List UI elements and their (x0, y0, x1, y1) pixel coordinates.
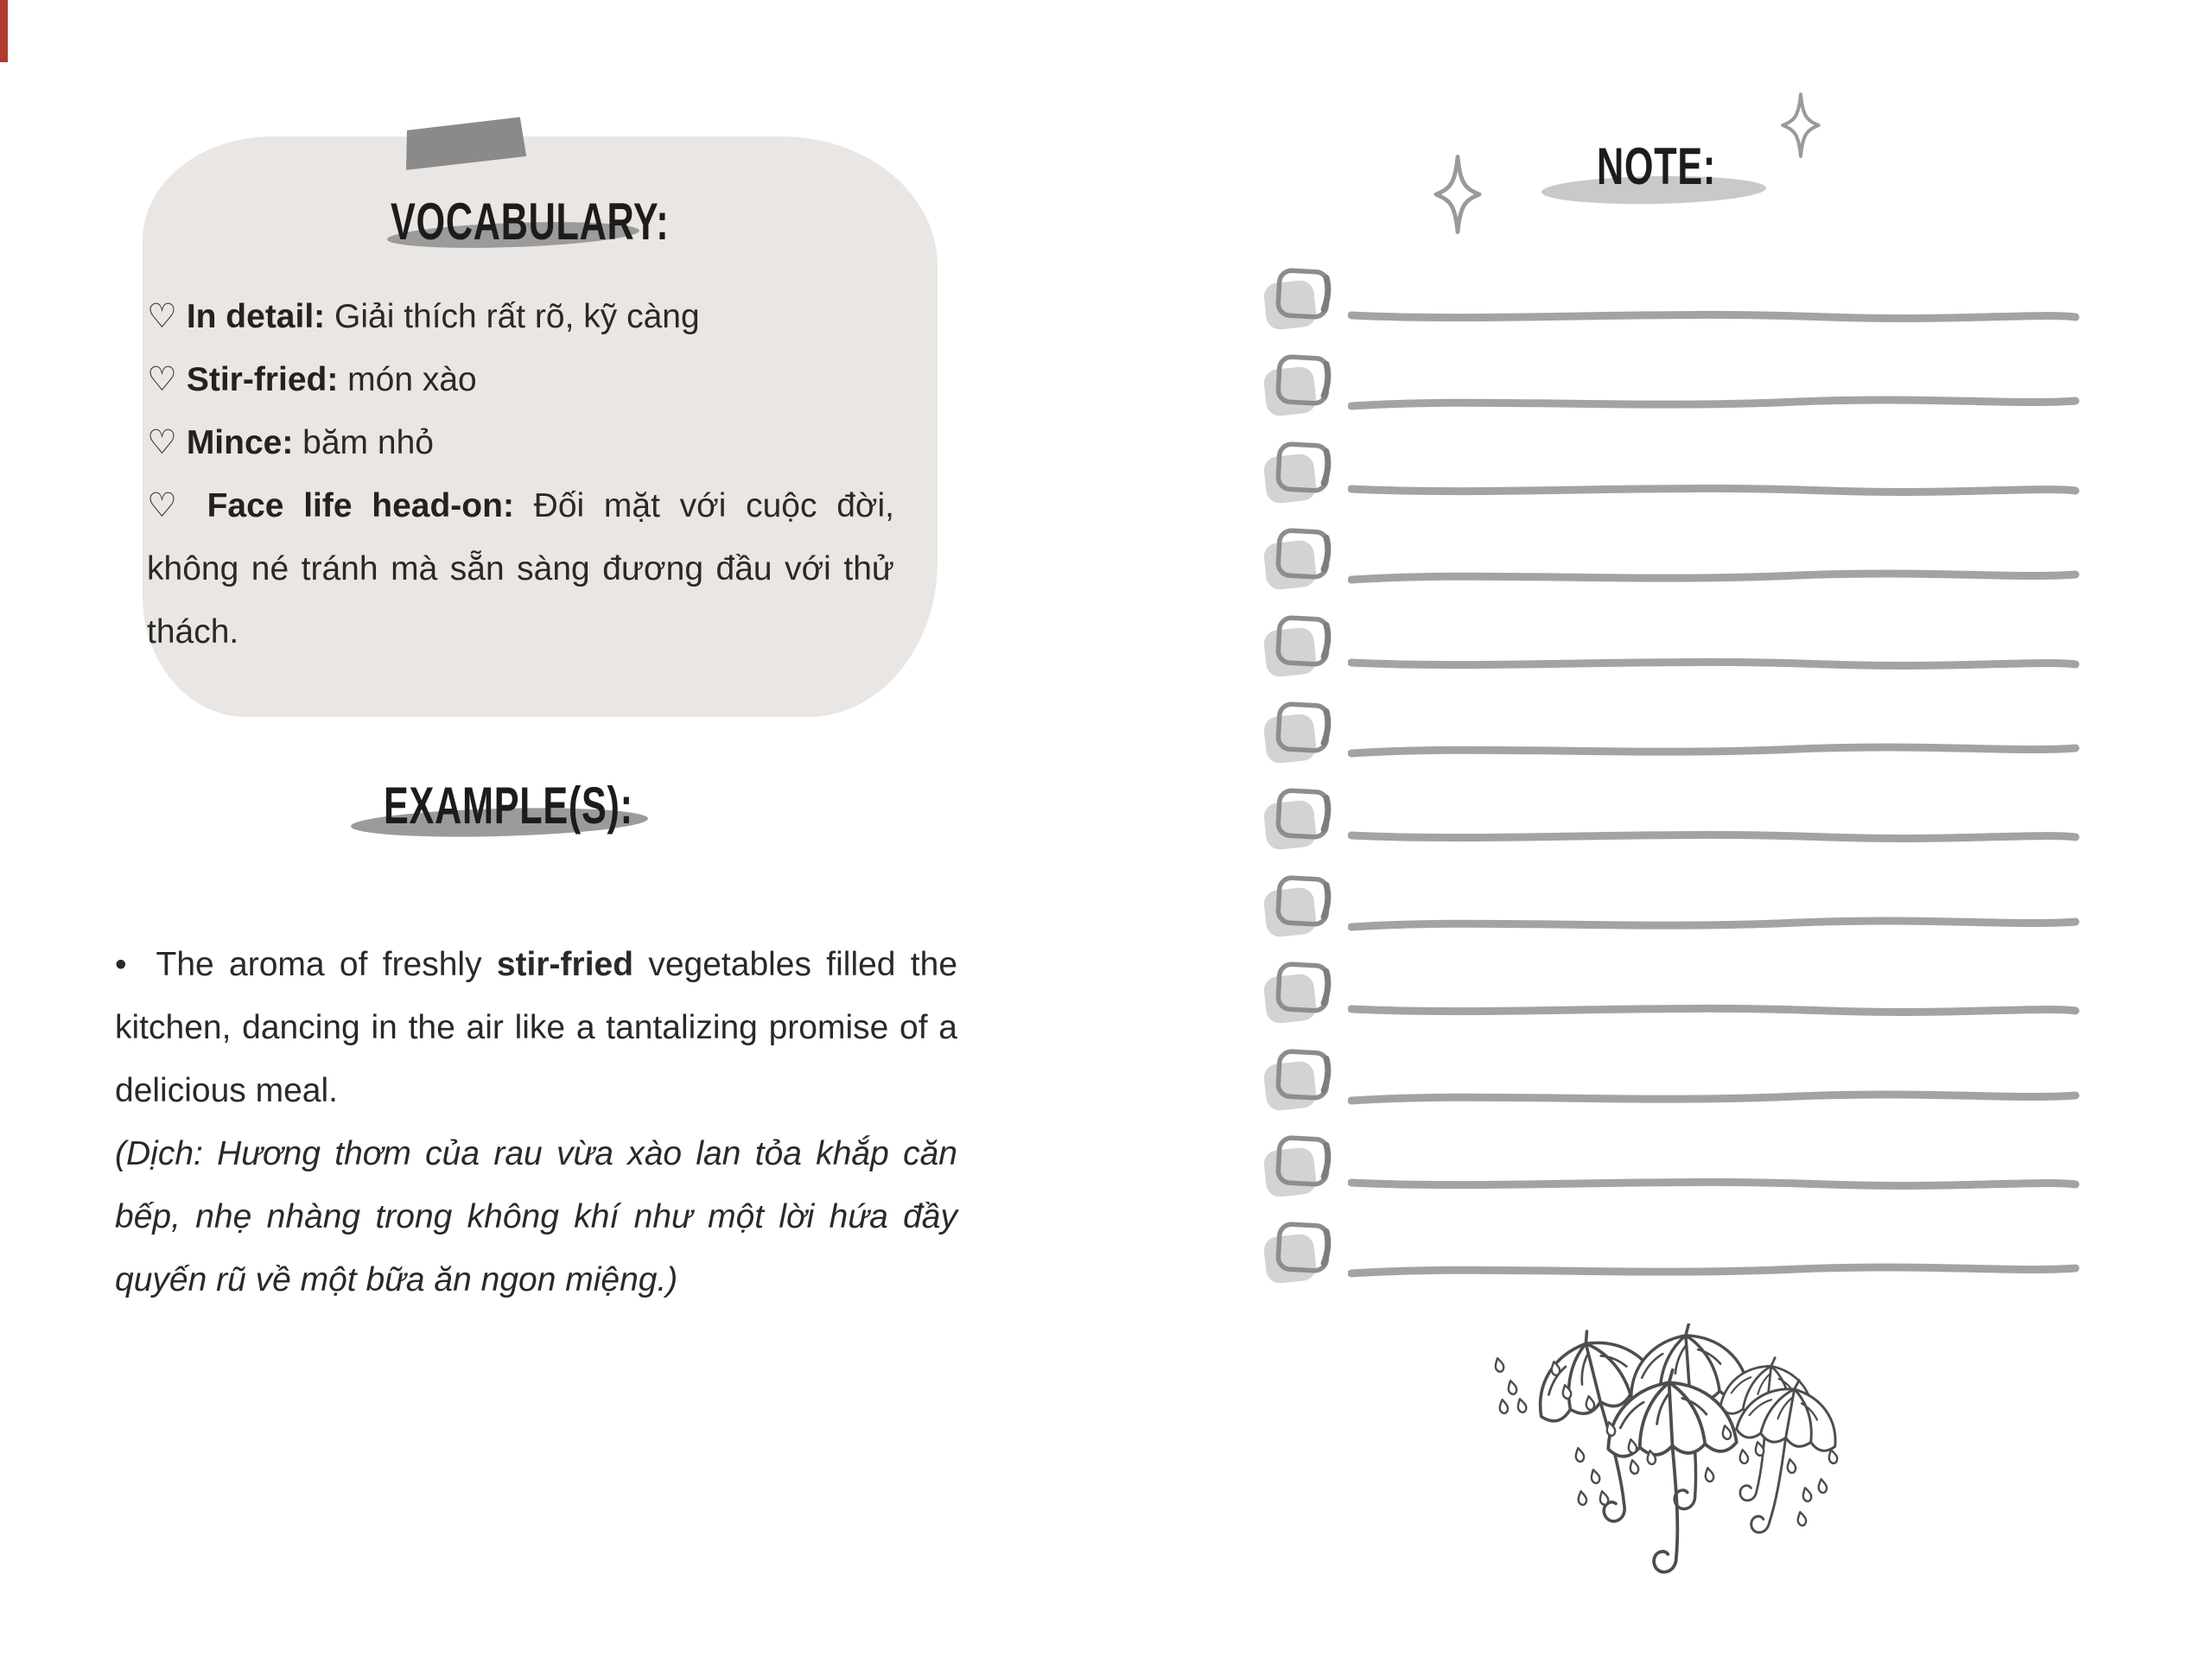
note-line (1348, 566, 2081, 588)
example-bold-term: stir-fried (496, 946, 634, 983)
vocab-item (147, 474, 894, 663)
note-row (1260, 1220, 2089, 1306)
sparkle-icon (1433, 152, 1483, 237)
example-text: The aroma of freshly (156, 946, 497, 983)
checkbox-doodle-icon (1260, 873, 1339, 946)
examples-title: EXAMPLE(S): (384, 777, 633, 835)
note-line (1348, 826, 2081, 848)
checkbox-doodle-icon (1260, 960, 1339, 1032)
note-lines-area (1260, 266, 2089, 1389)
vocab-item (147, 348, 894, 411)
red-page-edge (0, 0, 8, 62)
checkbox-doodle-icon (1260, 613, 1339, 686)
note-line (1348, 1087, 2081, 1109)
vocab-definition: món xào (347, 361, 477, 398)
note-line (1348, 653, 2081, 676)
note-row (1260, 700, 2089, 786)
example-sentence (115, 933, 957, 1122)
checkbox-doodle-icon (1260, 266, 1339, 339)
note-row (1260, 526, 2089, 613)
note-title: NOTE: (1597, 137, 1716, 195)
checkbox-doodle-icon (1260, 526, 1339, 599)
heart-outline-icon: ♡ (147, 297, 177, 336)
vocab-item (147, 285, 894, 348)
note-row (1260, 873, 2089, 960)
vocab-term: Mince: (186, 424, 294, 461)
vocab-definition: băm nhỏ (302, 424, 434, 461)
heart-outline-icon: ♡ (147, 486, 188, 525)
example-block (115, 933, 957, 1311)
note-line (1348, 913, 2081, 936)
note-line (1348, 1000, 2081, 1022)
checkbox-doodle-icon (1260, 700, 1339, 772)
note-row (1260, 786, 2089, 873)
bullet-icon: • (115, 946, 127, 983)
note-row (1260, 613, 2089, 700)
heart-outline-icon: ♡ (147, 423, 177, 462)
note-line (1348, 739, 2081, 762)
umbrellas-rain-doodle (1469, 1323, 1927, 1609)
vocab-term: In detail: (186, 298, 326, 335)
checkbox-doodle-icon (1260, 1047, 1339, 1120)
note-row (1260, 960, 2089, 1046)
vocabulary-title: VOCABULARY: (391, 193, 670, 251)
note-line (1348, 306, 2081, 328)
checkbox-doodle-icon (1260, 1220, 1339, 1292)
note-row (1260, 1133, 2089, 1220)
example-translation: (Dịch: Hương thơm của rau vừa xào lan tỏa khắp căn bếp, nhẹ nhàng trong không khí như một lời hứa đầy quyến rũ về một bữa ăn ngon miệng.) (115, 1135, 957, 1298)
checkbox-doodle-icon (1260, 786, 1339, 859)
note-row (1260, 1047, 2089, 1133)
sparkle-icon (1780, 92, 1821, 159)
vocab-item (147, 411, 894, 474)
note-line (1348, 392, 2081, 415)
vocabulary-list (147, 285, 894, 663)
note-line (1348, 479, 2081, 502)
note-row (1260, 266, 2089, 352)
checkbox-doodle-icon (1260, 352, 1339, 425)
checkbox-doodle-icon (1260, 1133, 1339, 1206)
note-row (1260, 440, 2089, 526)
note-line (1348, 1260, 2081, 1282)
vocab-term: Stir-fried: (186, 361, 339, 398)
vocab-definition: Giải thích rất rõ, kỹ càng (334, 298, 700, 335)
vocab-definition: Đối mặt với cuộc đời, không né tránh mà sẵn sàng đương đầu với thử thách. (147, 487, 894, 651)
note-row (1260, 352, 2089, 439)
heart-outline-icon: ♡ (147, 360, 177, 399)
example-text: vegetables filled the kitchen, dancing in the air like a tantalizing promise of a delicious meal. (115, 946, 958, 1109)
note-line (1348, 1173, 2081, 1196)
vocab-term: Face life head-on: (207, 487, 514, 524)
checkbox-doodle-icon (1260, 440, 1339, 512)
